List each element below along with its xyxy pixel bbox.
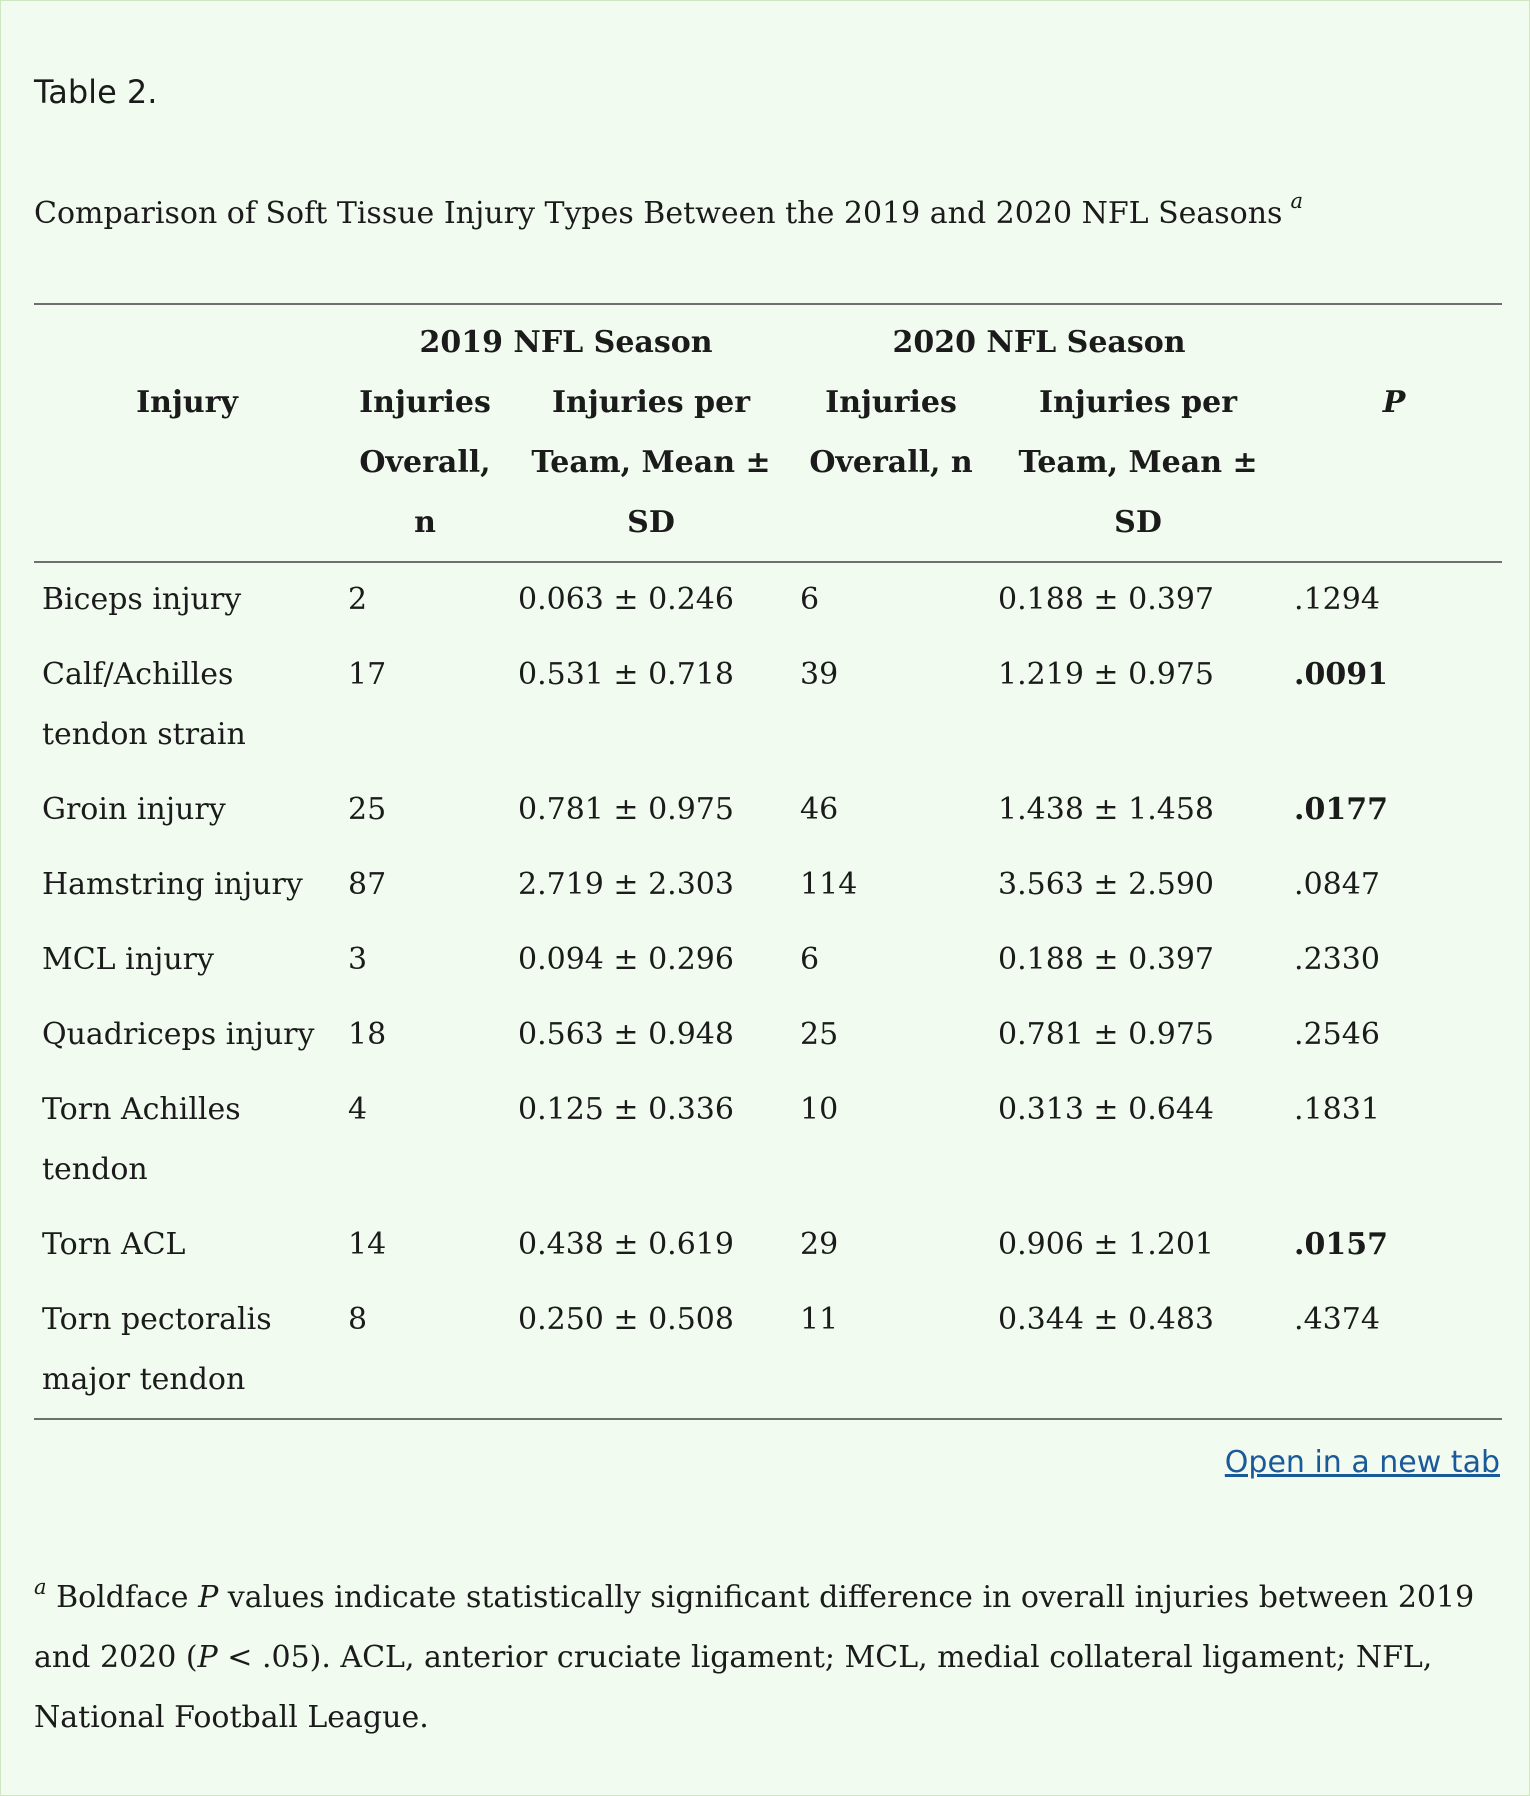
cell-n-2020: 25 bbox=[800, 1017, 839, 1052]
cell-p-value: .0847 bbox=[1294, 867, 1380, 902]
cell-injury: Torn pectoralis major tendon bbox=[34, 1283, 340, 1419]
caption-text: Comparison of Soft Tissue Injury Types Between the 2019 and 2020 NFL Seasons bbox=[34, 196, 1283, 231]
table-label: Table 2. bbox=[34, 73, 158, 111]
cell-n-2019: 4 bbox=[348, 1092, 368, 1127]
cell-mean-2020: 0.344 ± 0.483 bbox=[990, 1283, 1286, 1419]
group-header-2019: 2019 NFL Season bbox=[340, 304, 792, 373]
table-body bbox=[34, 562, 1502, 1419]
cell-mean-2020: 3.563 ± 2.590 bbox=[998, 867, 1214, 902]
cell-injury: Biceps injury bbox=[42, 582, 242, 617]
cell-mean-2020: 0.906 ± 1.201 bbox=[998, 1227, 1214, 1262]
table-row bbox=[34, 1283, 1502, 1419]
cell-p-value: .1294 bbox=[1294, 582, 1380, 617]
footnote-text-3: < .05). ACL, anterior cruciate ligament; MCL, medial collateral ligament; NFL, National Football League. bbox=[34, 1640, 1433, 1735]
cell-n-2019: 8 bbox=[340, 1283, 510, 1419]
cell-p-value: .2330 bbox=[1294, 942, 1380, 977]
footnote-p-italic-2: P bbox=[197, 1640, 218, 1675]
cell-mean-2019: 0.438 ± 0.619 bbox=[518, 1227, 734, 1262]
cell-mean-2019: 2.719 ± 2.303 bbox=[518, 867, 734, 902]
footnote-marker: a bbox=[34, 1575, 47, 1599]
table-row bbox=[34, 923, 1502, 998]
table-row bbox=[34, 848, 1502, 923]
footnote-text-1: Boldface bbox=[46, 1580, 199, 1615]
table-row bbox=[34, 998, 1502, 1073]
cell-mean-2019: 0.063 ± 0.246 bbox=[518, 582, 734, 617]
cell-n-2020: 46 bbox=[800, 792, 839, 827]
table-row bbox=[34, 1073, 1502, 1208]
table-row bbox=[34, 1208, 1502, 1283]
cell-n-2019: 3 bbox=[348, 942, 368, 977]
cell-mean-2019: 0.250 ± 0.508 bbox=[510, 1283, 792, 1419]
col-header-p: P bbox=[1286, 373, 1502, 562]
cell-n-2020: 29 bbox=[800, 1227, 839, 1262]
cell-injury: Torn ACL bbox=[42, 1227, 186, 1262]
cell-n-2019: 2 bbox=[348, 582, 368, 617]
cell-injury: MCL injury bbox=[42, 942, 214, 977]
cell-mean-2019: 0.531 ± 0.718 bbox=[518, 657, 734, 692]
cell-mean-2020: 0.313 ± 0.644 bbox=[998, 1092, 1214, 1127]
open-in-new-tab-link[interactable]: Open in a new tab bbox=[1224, 1445, 1500, 1480]
col-header-per-team-2020: Injuries per Team, Mean ± SD bbox=[990, 373, 1286, 562]
cell-p-value: .0177 bbox=[1294, 792, 1388, 827]
cell-mean-2020: 0.188 ± 0.397 bbox=[998, 582, 1214, 617]
cell-injury: Groin injury bbox=[42, 792, 226, 827]
group-header-empty-p bbox=[1286, 304, 1502, 373]
cell-n-2020: 114 bbox=[800, 867, 858, 902]
col-header-overall-2020: Injuries Overall, n bbox=[792, 373, 990, 562]
cell-p-value: .0091 bbox=[1294, 657, 1388, 692]
cell-n-2020: 11 bbox=[792, 1283, 990, 1419]
cell-mean-2019: 0.125 ± 0.336 bbox=[518, 1092, 734, 1127]
table-row bbox=[34, 773, 1502, 848]
cell-n-2019: 87 bbox=[348, 867, 387, 902]
col-header-per-team-2019: Injuries per Team, Mean ± SD bbox=[510, 373, 792, 562]
cell-mean-2020: 1.438 ± 1.458 bbox=[998, 792, 1214, 827]
cell-p-value: .1831 bbox=[1294, 1092, 1380, 1127]
cell-p-value: .4374 bbox=[1286, 1283, 1502, 1419]
cell-n-2020: 39 bbox=[800, 657, 839, 692]
cell-n-2020: 10 bbox=[800, 1092, 839, 1127]
table-footnote bbox=[34, 1559, 1504, 1748]
col-header-injury: Injury bbox=[34, 373, 340, 562]
column-header-row bbox=[34, 373, 1502, 562]
cell-n-2019: 18 bbox=[348, 1017, 387, 1052]
cell-injury: Torn Achilles tendon bbox=[42, 1092, 241, 1187]
group-header-2020: 2020 NFL Season bbox=[792, 304, 1286, 373]
table-caption bbox=[34, 189, 1303, 231]
cell-mean-2020: 0.188 ± 0.397 bbox=[998, 942, 1214, 977]
cell-p-value: .2546 bbox=[1294, 1017, 1380, 1052]
group-header-empty bbox=[34, 304, 340, 373]
cell-injury: Hamstring injury bbox=[42, 867, 303, 902]
cell-p-value: .0157 bbox=[1294, 1227, 1388, 1262]
footnote-p-italic: P bbox=[198, 1580, 219, 1615]
table-row bbox=[34, 562, 1502, 638]
col-header-overall-2019: Injuries Overall, n bbox=[340, 373, 510, 562]
cell-injury: Calf/Achilles tendon strain bbox=[42, 657, 246, 752]
table-row bbox=[34, 638, 1502, 773]
cell-n-2019: 25 bbox=[348, 792, 387, 827]
cell-n-2019: 14 bbox=[348, 1227, 387, 1262]
footnote-text-2: values indicate statistically significant difference in overall injuries between 2019 and 2020 ( bbox=[34, 1580, 1475, 1675]
table-wrapper bbox=[34, 303, 1502, 1420]
cell-mean-2019: 0.781 ± 0.975 bbox=[518, 792, 734, 827]
cell-mean-2019: 0.094 ± 0.296 bbox=[518, 942, 734, 977]
group-header-row bbox=[34, 304, 1502, 373]
cell-injury: Quadriceps injury bbox=[42, 1017, 315, 1052]
caption-footnote-marker[interactable]: a bbox=[1290, 189, 1303, 213]
cell-mean-2020: 1.219 ± 0.975 bbox=[998, 657, 1214, 692]
cell-n-2020: 6 bbox=[800, 582, 820, 617]
cell-mean-2019: 0.563 ± 0.948 bbox=[518, 1017, 734, 1052]
injury-table bbox=[34, 303, 1502, 1420]
cell-n-2020: 6 bbox=[800, 942, 820, 977]
cell-mean-2020: 0.781 ± 0.975 bbox=[998, 1017, 1214, 1052]
cell-n-2019: 17 bbox=[348, 657, 387, 692]
